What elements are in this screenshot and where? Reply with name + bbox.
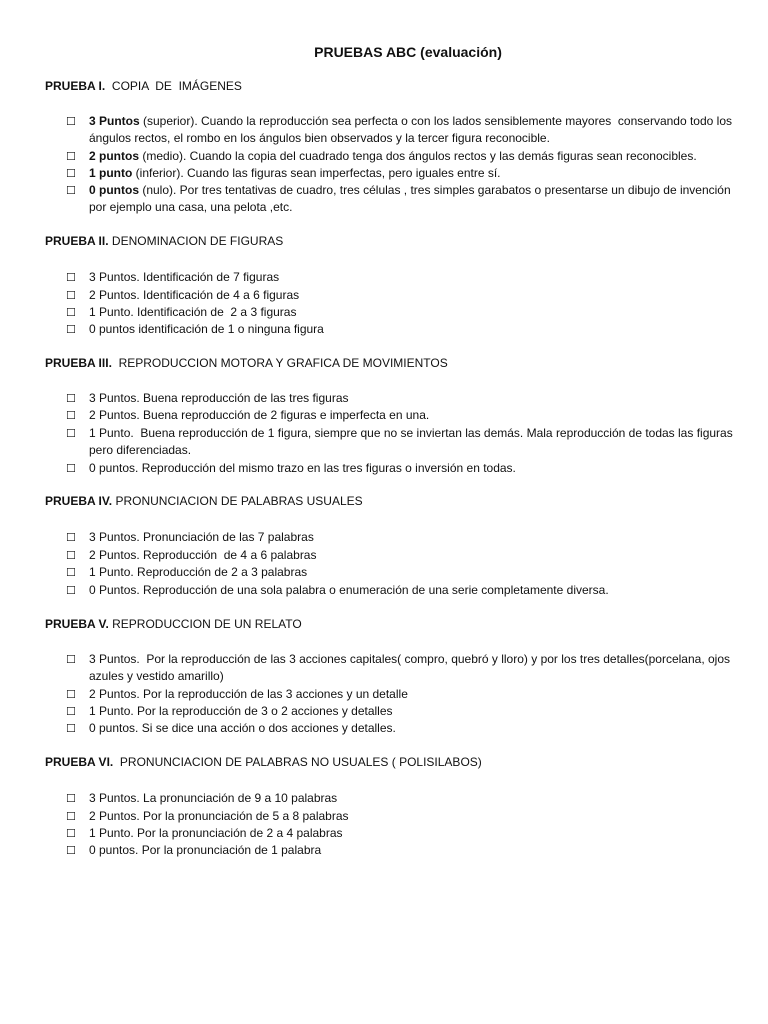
item-line [89, 442, 733, 459]
item-text [89, 407, 429, 424]
item-line [89, 390, 349, 407]
list-item [66, 825, 343, 843]
item-line [89, 460, 516, 477]
item-line [89, 703, 393, 720]
list-item [66, 790, 338, 808]
item-text [89, 529, 314, 546]
item-description: 2 Puntos. Identificación de 4 a 6 figuras [89, 288, 300, 302]
item-description: (medio). Cuando la copia del cuadrado tenga dos ángulos rectos y las demás figuras sean reconocibles. [139, 149, 697, 163]
item-description: pero diferenciadas. [89, 443, 192, 457]
item-line [89, 825, 343, 842]
checkbox-icon: ☐ [66, 151, 76, 163]
item-description: (superior). Cuando la reproducción sea perfecta o con los lados sensiblemente mayores conservando todo los [139, 114, 733, 128]
section-label: PRUEBA I. [45, 79, 106, 93]
checkbox-icon: ☐ [66, 324, 76, 336]
checkbox-icon: ☐ [66, 428, 76, 440]
item-points: 0 puntos [89, 183, 139, 197]
item-description: (inferior). Cuando las figuras sean imperfectas, pero iguales entre sí. [132, 166, 501, 180]
list-item [66, 808, 349, 826]
list-item [66, 651, 730, 683]
list-item [66, 407, 430, 425]
item-line [89, 582, 609, 599]
checkbox-icon: ☐ [66, 463, 76, 475]
item-text [89, 148, 697, 165]
item-description: 2 Puntos. Reproducción de 4 a 6 palabras [89, 548, 317, 562]
item-text [89, 651, 730, 685]
section-heading [45, 494, 363, 508]
item-description: 0 puntos identificación de 1 o ninguna figura [89, 322, 324, 336]
item-text [89, 182, 731, 216]
item-description: azules y vestido amarillo) [89, 669, 224, 683]
checkbox-icon: ☐ [66, 585, 76, 597]
section-title: COPIA DE IMÁGENES [105, 79, 242, 93]
item-text [89, 304, 296, 321]
section-label: PRUEBA VI. [45, 755, 114, 769]
item-description: 1 Punto. Identificación de 2 a 3 figuras [89, 305, 297, 319]
page-title: PRUEBAS ABC (evaluación) [314, 44, 502, 60]
section-label: PRUEBA II. [45, 234, 109, 248]
item-line [89, 425, 733, 442]
checkbox-icon: ☐ [66, 393, 76, 405]
list-item [66, 304, 297, 322]
list-item [66, 547, 317, 565]
list-item [66, 686, 408, 704]
section-title: DENOMINACION DE FIGURAS [108, 234, 284, 248]
item-description: 3 Puntos. Pronunciación de las 7 palabras [89, 530, 314, 544]
checkbox-icon: ☐ [66, 723, 76, 735]
list-item [66, 113, 733, 145]
checkbox-icon: ☐ [66, 272, 76, 284]
item-description: 3 Puntos. Buena reproducción de las tres figuras [89, 391, 349, 405]
item-line [89, 287, 299, 304]
item-description: 2 Puntos. Por la reproducción de las 3 acciones y un detalle [89, 687, 408, 701]
list-item [66, 182, 731, 214]
checkbox-icon: ☐ [66, 706, 76, 718]
item-description: 1 Punto. Por la pronunciación de 2 a 4 palabras [89, 826, 343, 840]
item-text [89, 582, 609, 599]
checkbox-icon: ☐ [66, 811, 76, 823]
item-line [89, 651, 730, 668]
checkbox-icon: ☐ [66, 793, 76, 805]
item-description: 2 Puntos. Buena reproducción de 2 figuras e imperfecta en una. [89, 408, 430, 422]
item-line [89, 808, 349, 825]
item-line [89, 720, 396, 737]
list-item [66, 148, 697, 166]
section-heading [45, 79, 242, 93]
item-description: 1 Punto. Buena reproducción de 1 figura, siempre que no se inviertan las demás. Mala reproducción de todas las figuras [89, 426, 733, 440]
checkbox-icon: ☐ [66, 168, 76, 180]
list-item [66, 321, 324, 339]
item-text [89, 790, 337, 807]
list-item [66, 703, 393, 721]
section-heading [45, 617, 302, 631]
item-description: 0 puntos. Reproducción del mismo trazo en las tres figuras o inversión en todas. [89, 461, 516, 475]
checkbox-icon: ☐ [66, 689, 76, 701]
item-description: por ejemplo una casa, una pelota ,etc. [89, 200, 293, 214]
item-text [89, 460, 516, 477]
item-line [89, 130, 732, 147]
checkbox-icon: ☐ [66, 307, 76, 319]
list-item [66, 269, 280, 287]
item-text [89, 321, 324, 338]
item-line [89, 304, 296, 321]
section-label: PRUEBA III. [45, 356, 112, 370]
item-line [89, 407, 429, 424]
section-title: REPRODUCCION DE UN RELATO [108, 617, 302, 631]
item-points: 3 Puntos [89, 114, 140, 128]
checkbox-icon: ☐ [66, 410, 76, 422]
section-title: REPRODUCCION MOTORA Y GRAFICA DE MOVIMIENTOS [111, 356, 448, 370]
item-text [89, 703, 393, 720]
item-text [89, 564, 307, 581]
list-item [66, 165, 501, 183]
checkbox-icon: ☐ [66, 185, 76, 197]
item-line [89, 547, 316, 564]
section-heading [45, 755, 482, 769]
list-item [66, 287, 300, 305]
item-line [89, 529, 314, 546]
section-heading [45, 356, 448, 370]
list-item [66, 425, 733, 457]
item-line [89, 842, 321, 859]
item-text [89, 825, 343, 842]
item-description: 0 puntos. Por la pronunciación de 1 palabra [89, 843, 322, 857]
item-line [89, 113, 732, 130]
checkbox-icon: ☐ [66, 116, 76, 128]
item-text [89, 390, 349, 407]
list-item [66, 842, 322, 860]
item-description: 3 Puntos. Identificación de 7 figuras [89, 270, 280, 284]
section-label: PRUEBA IV. [45, 494, 113, 508]
checkbox-icon: ☐ [66, 828, 76, 840]
item-text [89, 165, 501, 182]
checkbox-icon: ☐ [66, 550, 76, 562]
item-line [89, 686, 408, 703]
item-line [89, 182, 731, 199]
item-line [89, 321, 324, 338]
item-text [89, 547, 316, 564]
list-item [66, 564, 308, 582]
item-description: (nulo). Por tres tentativas de cuadro, tres células , tres simples garabatos o presentarse un dibujo de invención [139, 183, 731, 197]
section-title: PRONUNCIACION DE PALABRAS NO USUALES ( POLISILABOS) [113, 755, 482, 769]
item-text [89, 720, 396, 737]
section-heading [45, 234, 283, 248]
list-item [66, 390, 349, 408]
item-line [89, 564, 307, 581]
item-text [89, 808, 349, 825]
item-points: 1 punto [89, 166, 133, 180]
section-label: PRUEBA V. [45, 617, 109, 631]
item-points: 2 puntos [89, 149, 139, 163]
item-text [89, 113, 732, 147]
item-description: 3 Puntos. Por la reproducción de las 3 acciones capitales( compro, quebró y lloro) y por los tres detalles(porcelana, ojos [89, 652, 730, 666]
checkbox-icon: ☐ [66, 845, 76, 857]
item-description: 0 puntos. Si se dice una acción o dos acciones y detalles. [89, 721, 396, 735]
item-description: 3 Puntos. La pronunciación de 9 a 10 palabras [89, 791, 338, 805]
item-description: 0 Puntos. Reproducción de una sola palabra o enumeración de una serie completamente diversa. [89, 583, 609, 597]
item-text [89, 287, 299, 304]
item-line [89, 199, 731, 216]
checkbox-icon: ☐ [66, 532, 76, 544]
section-title: PRONUNCIACION DE PALABRAS USUALES [112, 494, 363, 508]
list-item [66, 460, 516, 478]
checkbox-icon: ☐ [66, 290, 76, 302]
checkbox-icon: ☐ [66, 654, 76, 666]
checkbox-icon: ☐ [66, 567, 76, 579]
list-item [66, 720, 396, 738]
item-text [89, 686, 408, 703]
item-line [89, 148, 697, 165]
list-item [66, 582, 609, 600]
item-line [89, 668, 730, 685]
item-line [89, 165, 501, 182]
item-description: ángulos rectos, el rombo en los ángulos bien observados y la tercer figura reconocible. [89, 131, 550, 145]
item-description: 2 Puntos. Por la pronunciación de 5 a 8 palabras [89, 809, 349, 823]
item-line [89, 269, 279, 286]
item-text [89, 842, 321, 859]
item-line [89, 790, 337, 807]
item-description: 1 Punto. Reproducción de 2 a 3 palabras [89, 565, 308, 579]
item-text [89, 425, 733, 459]
list-item [66, 529, 314, 547]
item-text [89, 269, 279, 286]
item-description: 1 Punto. Por la reproducción de 3 o 2 acciones y detalles [89, 704, 393, 718]
